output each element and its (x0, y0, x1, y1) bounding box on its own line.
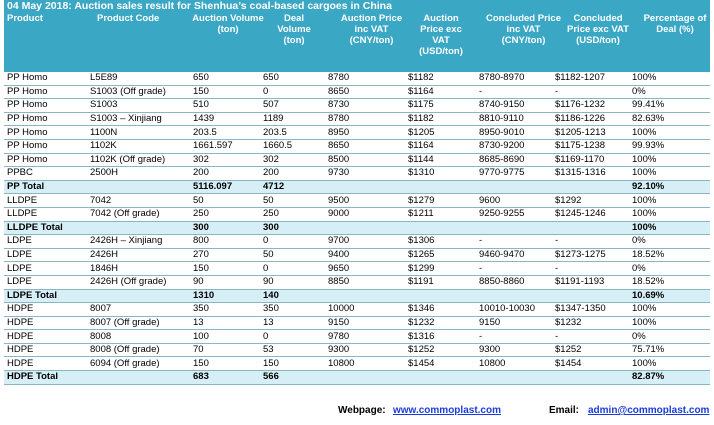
table-cell (476, 180, 552, 194)
table-cell (325, 371, 405, 385)
table-cell: 150 (190, 262, 260, 276)
table-cell: 9150 (476, 316, 552, 330)
table-cell: 90 (260, 275, 325, 289)
table-cell: 9400 (325, 248, 405, 262)
table-total-row (4, 180, 710, 194)
table-cell: HDPE Total (4, 371, 87, 385)
table-cell: 0 (260, 85, 325, 99)
table-cell: HDPE (4, 330, 87, 344)
table-cell (87, 289, 190, 303)
table-cell: 100% (629, 207, 710, 221)
table-cell: $1279 (405, 194, 476, 208)
table-cell (87, 221, 190, 235)
table-cell: 8007 (87, 303, 190, 317)
table-cell: 8950 (325, 126, 405, 140)
table-row (4, 357, 710, 371)
table-cell: 2426H – Xinjiang (87, 235, 190, 249)
table-cell: 100% (629, 316, 710, 330)
table-cell: $1299 (405, 262, 476, 276)
footer (4, 405, 710, 419)
table-cell: $1211 (405, 207, 476, 221)
table-cell: 150 (260, 357, 325, 371)
table-cell: 0 (260, 262, 325, 276)
table-cell: 0% (629, 330, 710, 344)
table-cell: 8780 (325, 72, 405, 85)
table-cell: 8500 (325, 153, 405, 167)
table-cell: 5116.097 (190, 180, 260, 194)
email-label: Email: (549, 405, 580, 416)
table-cell: L5E89 (87, 72, 190, 85)
table-cell: 350 (190, 303, 260, 317)
table-cell: 650 (190, 72, 260, 85)
table-row (4, 262, 710, 276)
table-cell: 203.5 (260, 126, 325, 140)
table-cell (476, 371, 552, 385)
table-cell: 1102K (87, 139, 190, 153)
table-cell: $1144 (405, 153, 476, 167)
table-cell (552, 289, 629, 303)
table-cell: 18.52% (629, 248, 710, 262)
table-cell: 0% (629, 235, 710, 249)
table-cell: - (476, 330, 552, 344)
table-cell (405, 371, 476, 385)
table-cell: 250 (190, 207, 260, 221)
table-cell: 18.52% (629, 275, 710, 289)
table-cell: 8810-9110 (476, 112, 552, 126)
table-cell: - (476, 262, 552, 276)
table-cell: 8850-8860 (476, 275, 552, 289)
table-cell: 92.10% (629, 180, 710, 194)
table-cell: HDPE (4, 343, 87, 357)
table-cell: 50 (260, 194, 325, 208)
table-cell: 75.71% (629, 343, 710, 357)
table-cell: LDPE (4, 262, 87, 276)
table-cell: 1102K (Off grade) (87, 153, 190, 167)
table-cell: $1205-1213 (552, 126, 629, 140)
header-concluded-inc: Concluded Price inc VAT (CNY/ton) (486, 13, 561, 46)
table-cell: - (552, 235, 629, 249)
table-cell: 100% (629, 126, 710, 140)
table-cell: $1347-1350 (552, 303, 629, 317)
table-cell: 8850 (325, 275, 405, 289)
table-cell (325, 221, 405, 235)
table-cell: 200 (190, 167, 260, 181)
header-pct-deal: Percentage of Deal (%) (643, 13, 707, 35)
table-cell: 507 (260, 99, 325, 113)
table-cell: $1232 (552, 316, 629, 330)
table-cell: 1439 (190, 112, 260, 126)
table-cell: 9650 (325, 262, 405, 276)
table-cell: 9460-9470 (476, 248, 552, 262)
table-cell: PPBC (4, 167, 87, 181)
table-cell: 1310 (190, 289, 260, 303)
table-cell: HDPE (4, 316, 87, 330)
table-row (4, 275, 710, 289)
table-cell: 8730 (325, 99, 405, 113)
table-cell: 9000 (325, 207, 405, 221)
table-cell: $1191-1193 (552, 275, 629, 289)
table-row (4, 330, 710, 344)
table-cell: 9730 (325, 167, 405, 181)
table-cell: 82.63% (629, 112, 710, 126)
table-cell: 10800 (476, 357, 552, 371)
table-cell (552, 180, 629, 194)
table-cell: $1310 (405, 167, 476, 181)
table-header (4, 12, 710, 72)
table-cell: 9250-9255 (476, 207, 552, 221)
table-cell: 9500 (325, 194, 405, 208)
header-auction-price-exc: Auction Price exc VAT (USD/ton) (419, 13, 463, 57)
table-cell: 203.5 (190, 126, 260, 140)
table-cell: 1660.5 (260, 139, 325, 153)
table-cell: $1252 (552, 343, 629, 357)
table-cell: 9780 (325, 330, 405, 344)
table-cell: 13 (190, 316, 260, 330)
table-cell: 150 (190, 85, 260, 99)
table-cell: $1273-1275 (552, 248, 629, 262)
table-cell: $1245-1246 (552, 207, 629, 221)
table-cell: $1182 (405, 72, 476, 85)
table-cell: 650 (260, 72, 325, 85)
table-row (4, 303, 710, 317)
table-cell: LLDPE Total (4, 221, 87, 235)
table-cell: PP Homo (4, 126, 87, 140)
table-cell (476, 289, 552, 303)
table-cell: 0 (260, 235, 325, 249)
table-cell: $1265 (405, 248, 476, 262)
table-cell: PP Total (4, 180, 87, 194)
table-row (4, 139, 710, 153)
table-cell: 70 (190, 343, 260, 357)
table-cell: 100% (629, 167, 710, 181)
table-cell: 50 (260, 248, 325, 262)
table-cell: 8650 (325, 85, 405, 99)
table-cell: $1191 (405, 275, 476, 289)
table-cell (325, 180, 405, 194)
table-cell: 100% (629, 153, 710, 167)
table-cell: 0% (629, 85, 710, 99)
table-cell: S1003 – Xinjiang (87, 112, 190, 126)
table-cell: 4712 (260, 180, 325, 194)
table-cell: 7042 (Off grade) (87, 207, 190, 221)
table-cell: 800 (190, 235, 260, 249)
table-cell: 8950-9010 (476, 126, 552, 140)
table-cell: - (476, 235, 552, 249)
table-cell: 8007 (Off grade) (87, 316, 190, 330)
table-cell: 9300 (325, 343, 405, 357)
table-total-row (4, 221, 710, 235)
table-cell: 100 (190, 330, 260, 344)
table-cell: 8008 (87, 330, 190, 344)
table-row (4, 207, 710, 221)
table-cell: 250 (260, 207, 325, 221)
table-total-row (4, 289, 710, 303)
table-cell: 1100N (87, 126, 190, 140)
table-cell: 8008 (Off grade) (87, 343, 190, 357)
table-cell: HDPE (4, 357, 87, 371)
table-cell (405, 221, 476, 235)
table-cell: 100% (629, 357, 710, 371)
table-cell (552, 221, 629, 235)
table-cell: $1306 (405, 235, 476, 249)
table-cell: - (552, 85, 629, 99)
table-cell: $1175-1238 (552, 139, 629, 153)
auction-table-document (4, 0, 710, 425)
table-cell: PP Homo (4, 139, 87, 153)
table-cell: 9700 (325, 235, 405, 249)
table-row (4, 99, 710, 113)
table-row (4, 112, 710, 126)
table-cell: 82.87% (629, 371, 710, 385)
table-cell: 90 (190, 275, 260, 289)
header-auction-volume: Auction Volume (ton) (192, 13, 264, 35)
table-cell (405, 289, 476, 303)
table-cell: 510 (190, 99, 260, 113)
table-cell: 9600 (476, 194, 552, 208)
table-row (4, 85, 710, 99)
table-row (4, 316, 710, 330)
table-cell: $1164 (405, 139, 476, 153)
table-cell: 50 (190, 194, 260, 208)
data-table (4, 72, 710, 385)
table-row (4, 235, 710, 249)
table-cell: HDPE (4, 303, 87, 317)
table-row (4, 194, 710, 208)
table-cell: 9770-9775 (476, 167, 552, 181)
table-cell: $1252 (405, 343, 476, 357)
table-cell: LDPE Total (4, 289, 87, 303)
table-cell: 99.41% (629, 99, 710, 113)
table-cell: 8730-9200 (476, 139, 552, 153)
table-cell: $1316 (405, 330, 476, 344)
table-cell: S1003 (Off grade) (87, 85, 190, 99)
table-cell (325, 289, 405, 303)
table-cell: S1003 (87, 99, 190, 113)
table-cell: $1232 (405, 316, 476, 330)
table-cell: PP Homo (4, 112, 87, 126)
table-row (4, 248, 710, 262)
table-cell: 8740-9150 (476, 99, 552, 113)
table-cell: 300 (190, 221, 260, 235)
table-total-row (4, 371, 710, 385)
table-cell: 683 (190, 371, 260, 385)
table-cell: PP Homo (4, 153, 87, 167)
table-cell: LDPE (4, 235, 87, 249)
table-cell: LDPE (4, 248, 87, 262)
table-cell: $1164 (405, 85, 476, 99)
table-cell: $1292 (552, 194, 629, 208)
table-row (4, 343, 710, 357)
table-cell: PP Homo (4, 85, 87, 99)
webpage-label: Webpage: (338, 405, 386, 416)
table-cell: 1661.597 (190, 139, 260, 153)
table-cell: 150 (190, 357, 260, 371)
table-cell: 8780-8970 (476, 72, 552, 85)
table-cell: LLDPE (4, 194, 87, 208)
table-cell: LDPE (4, 275, 87, 289)
table-cell: 100% (629, 303, 710, 317)
header-auction-price-inc: Auction Price inc VAT (CNY/ton) (340, 13, 403, 46)
table-cell: $1315-1316 (552, 167, 629, 181)
table-cell: 10010-10030 (476, 303, 552, 317)
table-cell (552, 371, 629, 385)
table-cell: $1346 (405, 303, 476, 317)
table-cell: - (476, 85, 552, 99)
table-cell: 13 (260, 316, 325, 330)
table-cell: 8650 (325, 139, 405, 153)
header-deal-volume: Deal Volume (ton) (277, 13, 311, 46)
table-row (4, 72, 710, 85)
header-product-code: Product Code (97, 13, 160, 24)
table-cell: - (552, 262, 629, 276)
table-cell: 10800 (325, 357, 405, 371)
table-cell: 6094 (Off grade) (87, 357, 190, 371)
table-cell (87, 371, 190, 385)
table-cell: LLDPE (4, 207, 87, 221)
table-cell: 0% (629, 262, 710, 276)
table-cell: 1846H (87, 262, 190, 276)
table-cell: $1454 (405, 357, 476, 371)
table-cell: 10.69% (629, 289, 710, 303)
table-cell: 99.93% (629, 139, 710, 153)
table-cell: 2500H (87, 167, 190, 181)
email-link[interactable]: admin@commoplast.com (588, 405, 710, 416)
document-title: 04 May 2018: Auction sales result for Shenhua’s coal-based cargoes in China (4, 0, 710, 12)
table-cell: $1182-1207 (552, 72, 629, 85)
table-cell: 1189 (260, 112, 325, 126)
table-cell: 0 (260, 330, 325, 344)
table-cell: PP Homo (4, 99, 87, 113)
table-row (4, 153, 710, 167)
table-cell: 8685-8690 (476, 153, 552, 167)
table-row (4, 126, 710, 140)
table-cell: 302 (260, 153, 325, 167)
table-cell (87, 180, 190, 194)
table-cell: $1186-1226 (552, 112, 629, 126)
table-cell: $1182 (405, 112, 476, 126)
table-cell: $1175 (405, 99, 476, 113)
table-cell: $1205 (405, 126, 476, 140)
table-cell: 2426H (87, 248, 190, 262)
table-cell: 200 (260, 167, 325, 181)
table-cell: 270 (190, 248, 260, 262)
header-concluded-exc: Concluded Price exc VAT (USD/ton) (567, 13, 629, 46)
webpage-link[interactable]: www.commoplast.com (393, 405, 501, 416)
table-cell: - (552, 330, 629, 344)
table-cell: 302 (190, 153, 260, 167)
header-product: Product (7, 13, 43, 24)
table-cell: 100% (629, 221, 710, 235)
table-cell: $1454 (552, 357, 629, 371)
table-cell: 9300 (476, 343, 552, 357)
table-cell: 2426H (Off grade) (87, 275, 190, 289)
table-cell (405, 180, 476, 194)
table-cell: 140 (260, 289, 325, 303)
table-cell: 7042 (87, 194, 190, 208)
table-cell: $1176-1232 (552, 99, 629, 113)
table-cell: PP Homo (4, 72, 87, 85)
table-cell: 350 (260, 303, 325, 317)
table-cell: 300 (260, 221, 325, 235)
table-cell: 10000 (325, 303, 405, 317)
table-cell: 53 (260, 343, 325, 357)
table-cell (476, 221, 552, 235)
table-cell: 100% (629, 194, 710, 208)
table-row (4, 167, 710, 181)
table-cell: 100% (629, 72, 710, 85)
table-cell: 9150 (325, 316, 405, 330)
table-cell: $1169-1170 (552, 153, 629, 167)
table-cell: 566 (260, 371, 325, 385)
table-cell: 8780 (325, 112, 405, 126)
